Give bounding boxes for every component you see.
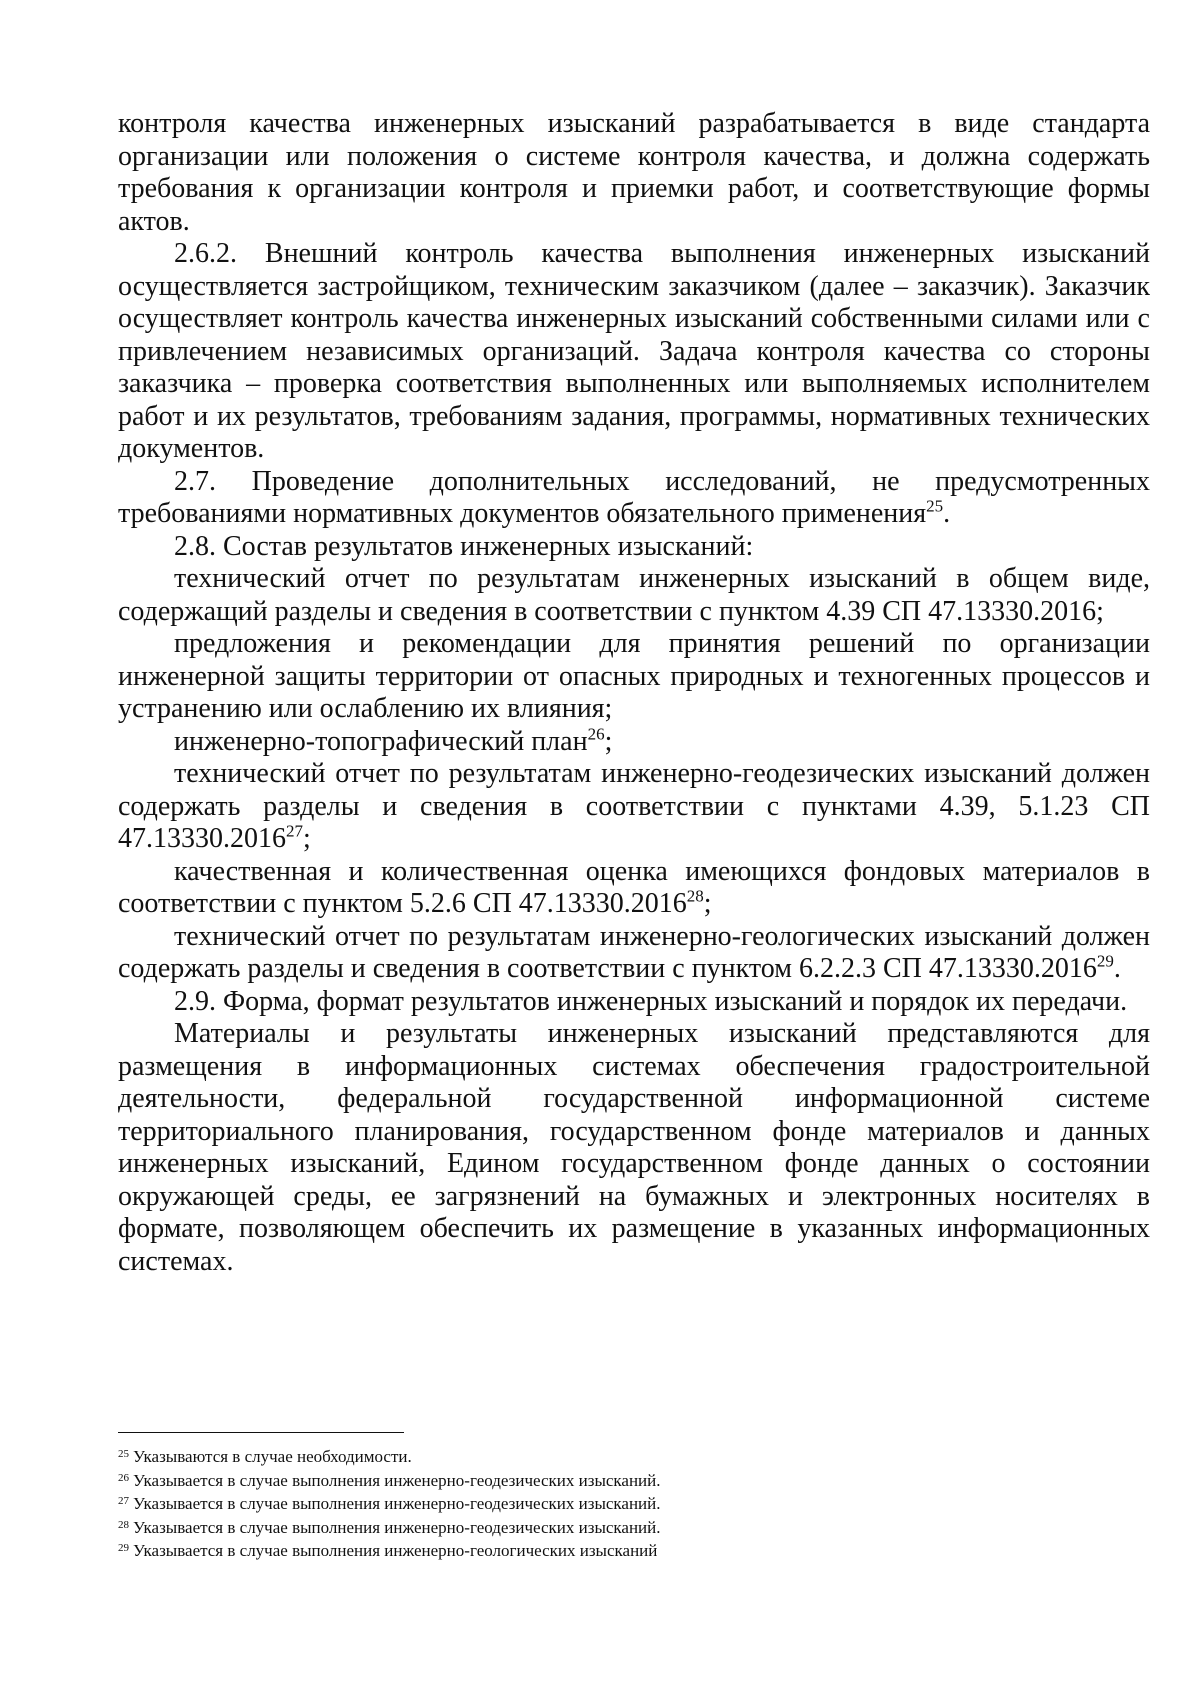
footnote — [118, 1516, 1150, 1540]
paragraph — [118, 856, 1150, 921]
footnote-number: 28 — [118, 1518, 129, 1531]
paragraph-text: технический отчет по результатам инженерно-геологических изысканий должен содержать разделы и сведения в соответствии с пунктом 6.2.2.3 СП 47.13330.2016 — [118, 920, 1150, 984]
footnote-text: Указывается в случае выполнения инженерно-геодезических изысканий. — [133, 1517, 661, 1537]
paragraph — [118, 921, 1150, 986]
paragraph-text: 2.9. Форма, формат результатов инженерных изысканий и порядок их передачи. — [174, 985, 1128, 1017]
footnote-ref[interactable]: 27 — [286, 821, 303, 841]
footnote-text: Указывается в случае выполнения инженерно-геодезических изысканий. — [133, 1494, 661, 1513]
paragraph — [118, 986, 1150, 1019]
footnotes — [118, 1445, 1150, 1563]
footnote-number: 25 — [118, 1448, 129, 1460]
footnote-text: Указывается в случае выполнения инженерно-геологических изысканий — [133, 1541, 658, 1560]
footnote-number: 26 — [118, 1471, 129, 1484]
paragraph — [118, 531, 1150, 564]
paragraph-punct: . — [943, 498, 951, 529]
document-body — [118, 108, 1150, 1278]
paragraph-text: инженерно-топографический план — [174, 725, 588, 757]
paragraph-text: технический отчет по результатам инженерных изысканий в общем виде, содержащий разделы и сведения в соответствии с пунктом 4.39 СП 47.13330.2016; — [118, 563, 1150, 627]
footnote — [118, 1492, 1150, 1516]
paragraph-text: 2.7. Проведение дополнительных исследований, не предусмотренных требованиями нормативных документов обязательного применения — [118, 465, 1150, 529]
footnote-ref[interactable]: 26 — [587, 724, 605, 744]
footnote-separator — [118, 1432, 404, 1433]
paragraph-punct: . — [1113, 953, 1121, 984]
paragraph — [118, 758, 1150, 856]
paragraph — [118, 628, 1150, 726]
footnote-text: Указываются в случае необходимости. — [133, 1447, 412, 1466]
paragraph — [118, 466, 1150, 531]
paragraph-text: 2.6.2. Внешний контроль качества выполнения инженерных изысканий осуществляется застройщиком, техническим заказчиком (далее – заказчик). Заказчик осуществляет контроль качества инженерных изысканий собственными силами или с привлечением независимых организаций. Задача контроля качества со стороны заказчика – проверка соответствия выполненных или выполняемых исполнителем работ и их результатов, требованиям задания, программы, нормативных технических документов. — [118, 238, 1150, 464]
paragraph — [118, 563, 1150, 628]
paragraph — [118, 1018, 1150, 1278]
paragraph — [118, 238, 1150, 466]
paragraph-punct: ; — [604, 725, 613, 757]
footnote-ref[interactable]: 25 — [926, 496, 944, 516]
footnote-number: 29 — [118, 1542, 129, 1554]
footnote — [118, 1539, 1150, 1563]
paragraph-text: Материалы и результаты инженерных изысканий представляются для размещения в информационных системах обеспечения градостроительной деятельности, федеральной государственной информационной системе территориального планирования, государственном фонде материалов и данных инженерных изысканий, Едином государственном фонде данных о состоянии окружающей среды, ее загрязнений на бумажных и электронных носителях в формате, позволяющем обеспечить их размещение в указанных информационных системах. — [118, 1018, 1150, 1277]
footnote — [118, 1445, 1150, 1469]
footnote-number: 27 — [118, 1495, 129, 1507]
paragraph-punct: ; — [703, 888, 712, 919]
footnote-text: Указывается в случае выполнения инженерно-геодезических изысканий. — [133, 1470, 661, 1490]
paragraph-text: 2.8. Состав результатов инженерных изысканий: — [174, 530, 754, 562]
paragraph-punct: ; — [303, 823, 311, 854]
paragraph-text: технический отчет по результатам инженерно-геодезических изысканий должен содержать разделы и сведения в соответствии с пунктами 4.39, 5.1.23 СП 47.13330.2016 — [118, 758, 1150, 854]
footnote — [118, 1469, 1150, 1493]
paragraph — [118, 108, 1150, 238]
footnote-ref[interactable]: 29 — [1096, 951, 1114, 971]
paragraph-text: предложения и рекомендации для принятия решений по организации инженерной защиты территории от опасных природных и техногенных процессов и устранению или ослаблению их влияния; — [118, 628, 1150, 724]
paragraph — [118, 726, 1150, 759]
paragraph-text: качественная и количественная оценка имеющихся фондовых материалов в соответствии с пунктом 5.2.6 СП 47.13330.2016 — [118, 855, 1150, 919]
footnote-ref[interactable]: 28 — [686, 886, 704, 906]
paragraph-text: контроля качества инженерных изысканий разрабатывается в виде стандарта организации или положения о системе контроля качества, и должна содержать требования к организации контроля и приемки работ, и соответствующие формы актов. — [118, 108, 1150, 237]
